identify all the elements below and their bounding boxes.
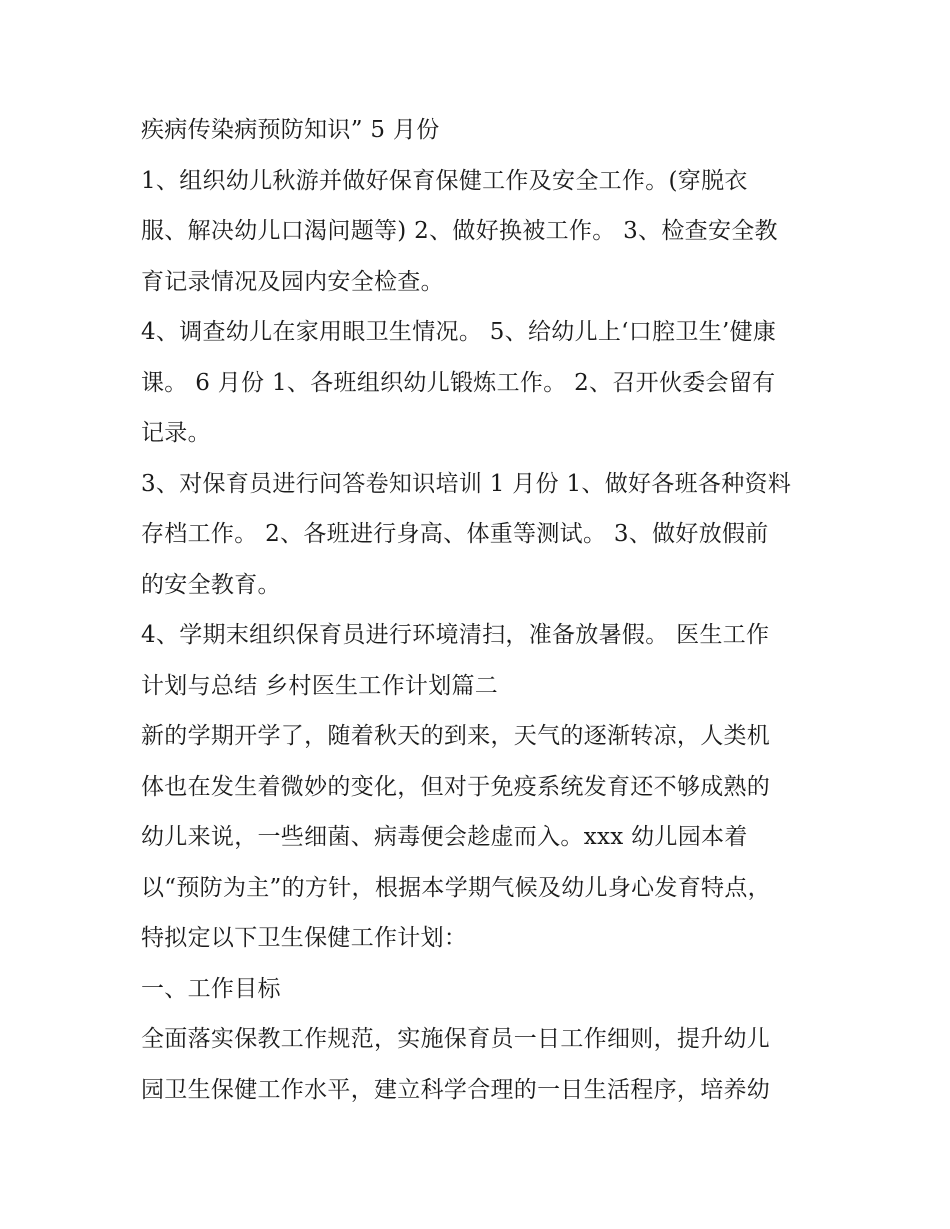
- text-line: 新的学期开学了，随着秋天的到来，天气的逐渐转凉，人类机: [141, 723, 771, 749]
- text-line: 3、对保育员进行问答卷知识培训 1 月份 1、做好各班各种资料: [141, 471, 792, 497]
- text-line: 4、调查幼儿在家用眼卫生情况。 5、给幼儿上‘口腔卫生’健康: [141, 319, 777, 345]
- text-line: 特拟定以下卫生保健工作计划：: [141, 925, 468, 951]
- text-line: 育记录情况及园内安全检查。: [141, 269, 444, 295]
- text-line: 的安全教育。: [141, 572, 281, 598]
- text-line: 全面落实保教工作规范，实施保育员一日工作细则，提升幼儿: [141, 1026, 771, 1052]
- text-line: 4、学期末组织保育员进行环境清扫，准备放暑假。 医生工作: [141, 622, 770, 648]
- text-line: 计划与总结 乡村医生工作计划篇二: [141, 673, 499, 699]
- text-line: 疾病传染病预防知识” 5 月份: [141, 117, 440, 143]
- text-line: 园卫生保健工作水平，建立科学合理的一日生活程序，培养幼: [141, 1077, 771, 1103]
- text-line: 服、解决幼儿口渴问题等) 2、做好换被工作。 3、检查安全教: [141, 218, 778, 244]
- text-line: 以“预防为主”的方针，根据本学期气候及幼儿身心发育特点，: [141, 875, 771, 901]
- text-line: 体也在发生着微妙的变化，但对于免疫系统发育还不够成熟的: [141, 774, 771, 800]
- text-line: 1、组织幼儿秋游并做好保育保健工作及安全工作。(穿脱衣: [141, 168, 748, 194]
- text-line: 存档工作。 2、各班进行身高、体重等测试。 3、做好放假前: [141, 521, 769, 547]
- text-line: 记录。: [141, 420, 211, 446]
- section-heading: 一、工作目标: [141, 976, 281, 1002]
- text-line: 幼儿来说，一些细菌、病毒便会趁虚而入。xxx 幼儿园本着: [141, 824, 748, 850]
- text-line: 课。 6 月份 1、各班组织幼儿锻炼工作。 2、召开伙委会留有: [141, 370, 776, 396]
